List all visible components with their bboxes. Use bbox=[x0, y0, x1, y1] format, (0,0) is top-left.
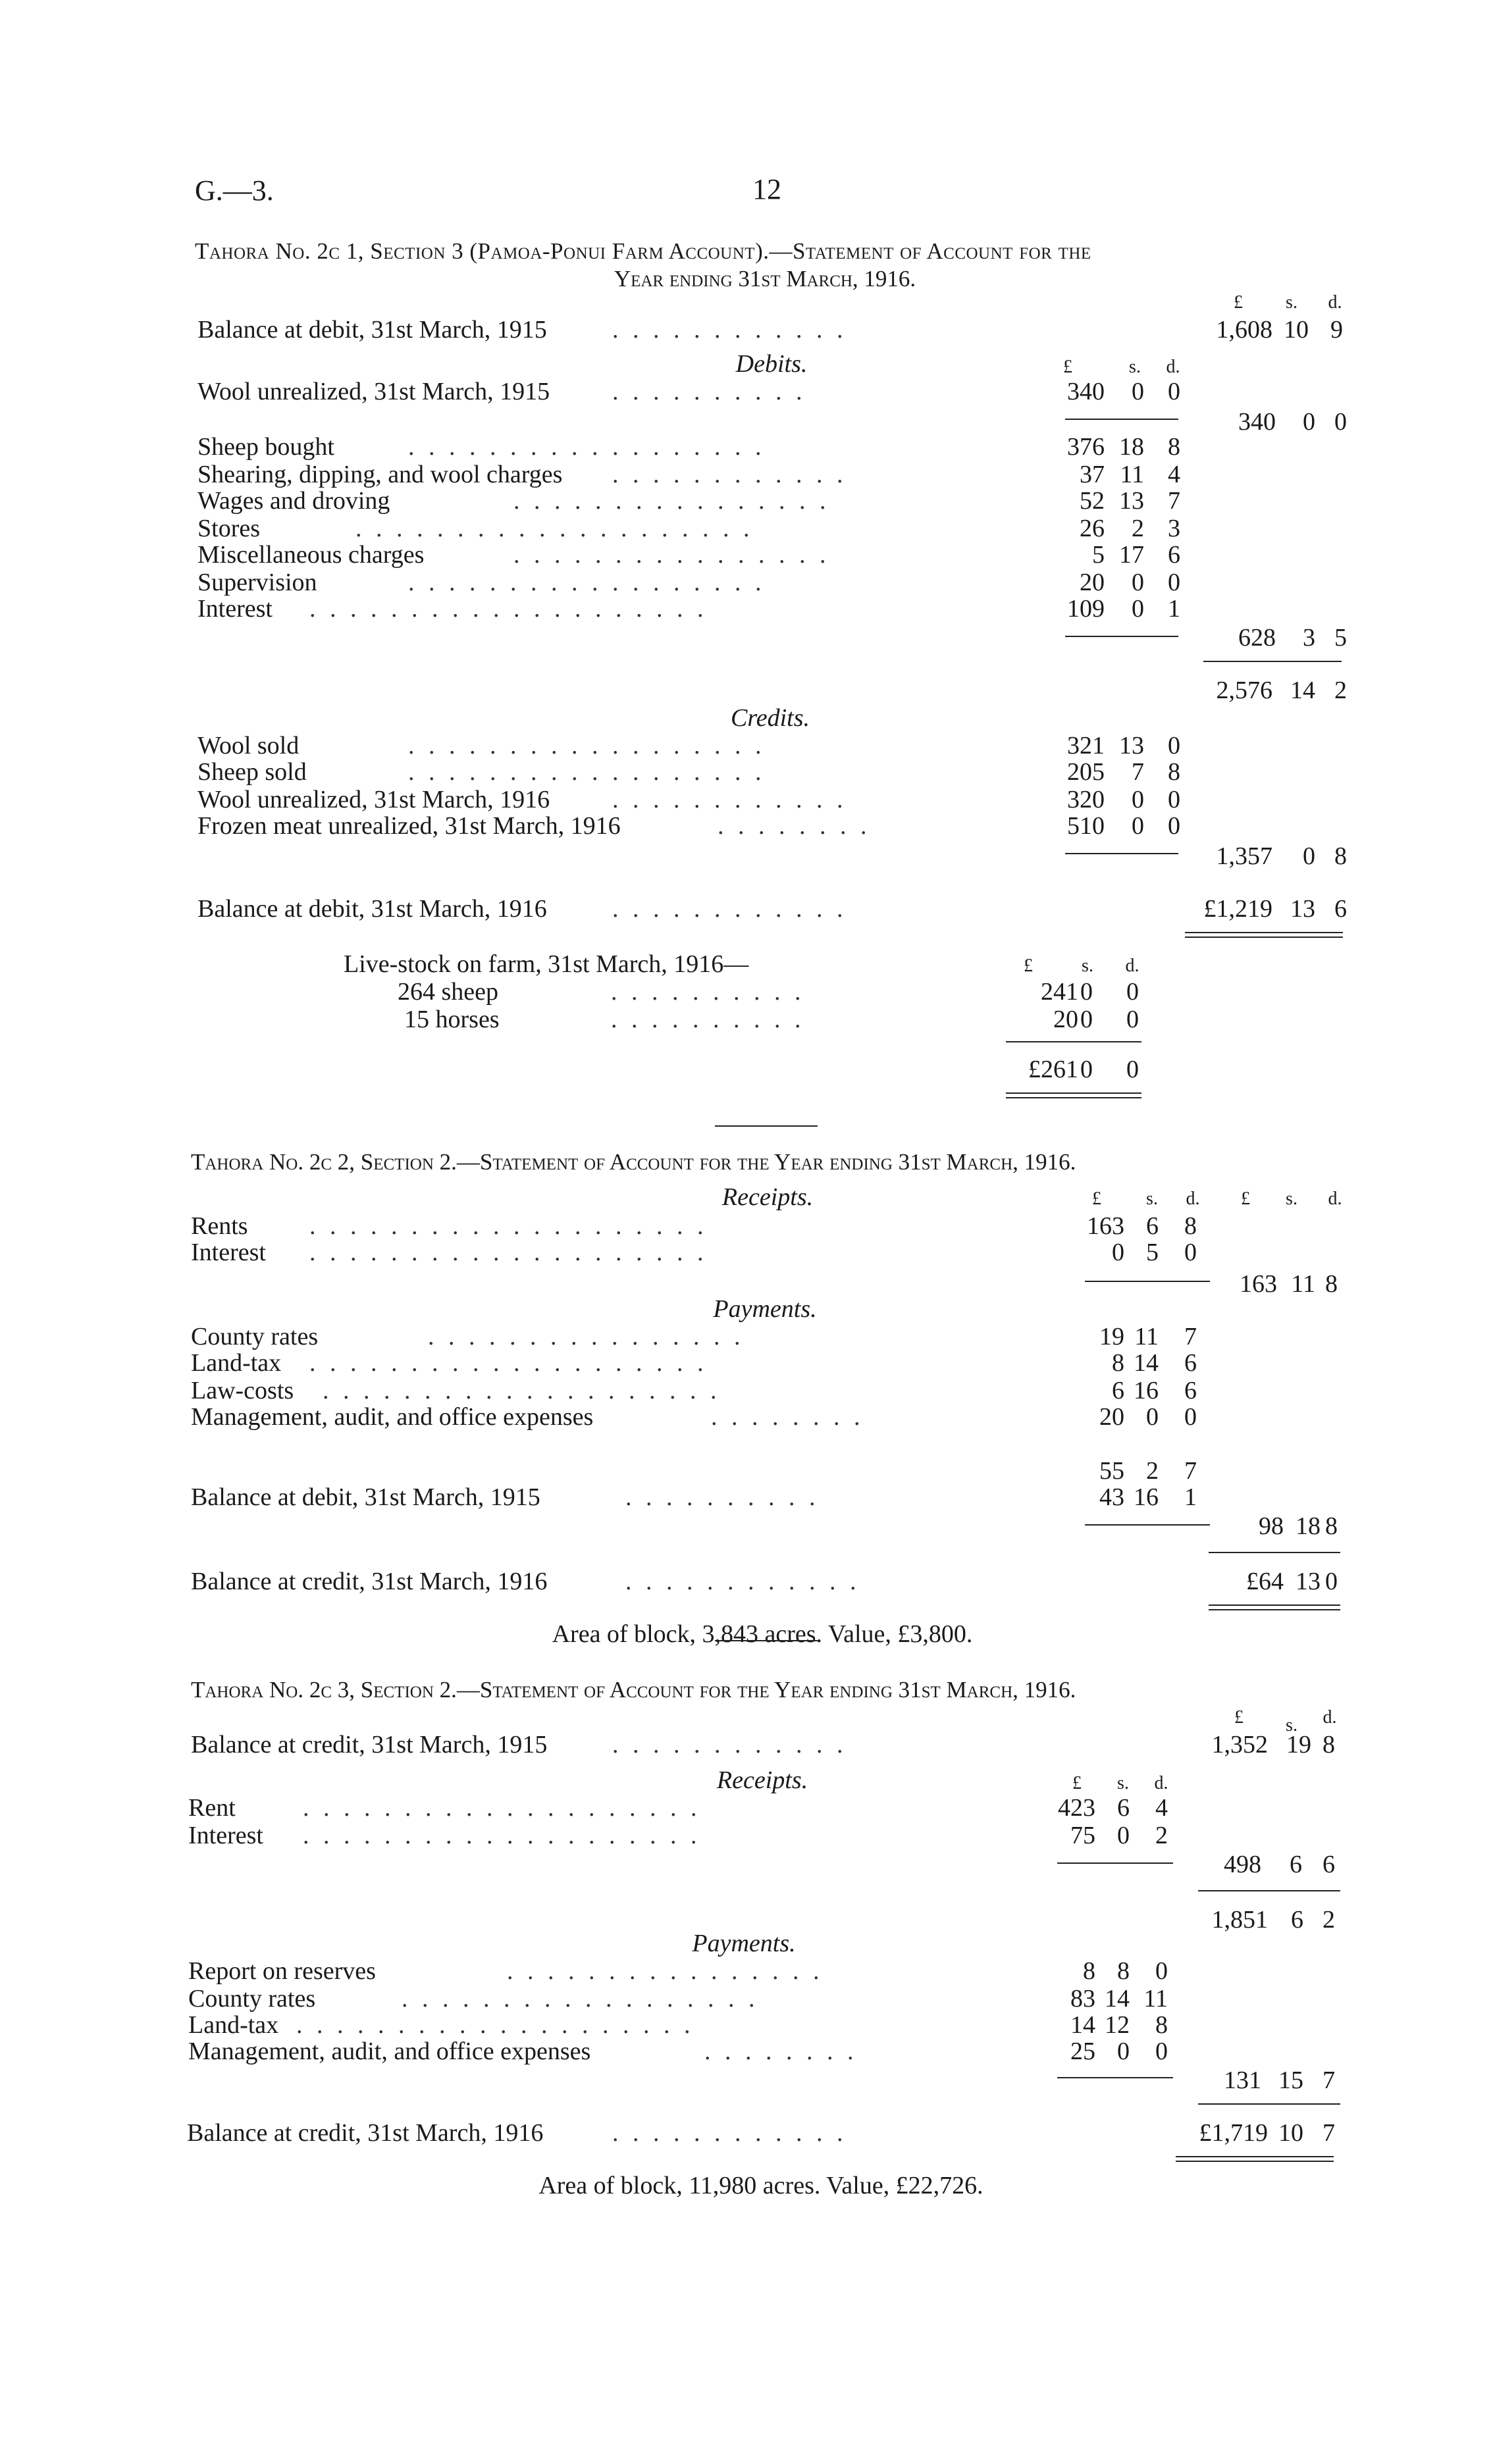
s1-debit-d: 3 bbox=[1168, 515, 1180, 542]
s1-livestock-cur-shilling: s. bbox=[1082, 956, 1093, 976]
s2-payment-label: Law-costs bbox=[191, 1377, 294, 1404]
s1-credit-dots: . . . . . . . . bbox=[718, 812, 871, 840]
s1-wool-unrealized-dots: . . . . . . . . . . bbox=[612, 378, 806, 405]
s1-debit-s: 18 bbox=[1119, 433, 1144, 461]
s1-debit-l: 26 bbox=[1080, 515, 1105, 542]
s1-livestock-label: 15 horses bbox=[404, 1006, 500, 1033]
s3-rule-receipts bbox=[1057, 1862, 1173, 1864]
s2-receipt-label: Rents bbox=[191, 1212, 248, 1240]
s1-wool-total-d: 0 bbox=[1334, 408, 1347, 436]
s3-payment-l: 8 bbox=[1083, 1957, 1095, 1985]
section-separator bbox=[715, 1125, 818, 1127]
s1-rule-wool bbox=[1065, 419, 1178, 420]
s1-credit-s: 13 bbox=[1119, 732, 1144, 759]
s1-credit-dots: . . . . . . . . . . . . . . . . . . bbox=[408, 758, 766, 786]
s1-opening-d: 9 bbox=[1330, 316, 1343, 344]
s1-credit-label: Wool sold bbox=[197, 732, 300, 759]
s2-payment-l: 8 bbox=[1112, 1349, 1124, 1377]
s1-credit-d: 0 bbox=[1168, 812, 1180, 840]
s1-gross-l: 2,576 bbox=[1216, 677, 1272, 704]
s2-payment-label: Land-tax bbox=[191, 1349, 282, 1377]
s3-gross-d: 2 bbox=[1323, 1906, 1335, 1934]
s1-debit-d: 4 bbox=[1168, 461, 1180, 488]
s3-payment-l: 83 bbox=[1070, 1985, 1095, 2013]
s3-payments-total-l: 131 bbox=[1224, 2066, 1261, 2094]
s1-debit-s: 13 bbox=[1119, 487, 1144, 515]
s2-payment-l: 20 bbox=[1099, 1403, 1124, 1431]
s1-credit-d: 0 bbox=[1168, 732, 1180, 759]
s2-receipt-dots: . . . . . . . . . . . . . . . . . . . . bbox=[309, 1239, 708, 1266]
s3-opening-s: 19 bbox=[1286, 1731, 1311, 1758]
s1-debit-l: 376 bbox=[1067, 433, 1105, 461]
s2-closing-l: £64 bbox=[1246, 1568, 1284, 1595]
s3-payment-label: Management, audit, and office expenses bbox=[188, 2038, 591, 2065]
s1-credit-s: 0 bbox=[1132, 812, 1144, 840]
s1-debit-dots: . . . . . . . . . . . . . . . . . . . . bbox=[309, 595, 708, 623]
s1-credit-label: Wool unrealized, 31st March, 1916 bbox=[197, 786, 550, 813]
s1-credits-total-l: 1,357 bbox=[1216, 842, 1272, 870]
s3-gross-s: 6 bbox=[1291, 1906, 1303, 1934]
s1-debit-label: Sheep bought bbox=[197, 433, 334, 461]
s1-livestock-s: 0 bbox=[1080, 978, 1093, 1006]
s3-payments-heading: Payments. bbox=[692, 1930, 796, 1957]
s1-closing-label: Balance at debit, 31st March, 1916 bbox=[197, 895, 547, 923]
s2-payment-s: 11 bbox=[1134, 1323, 1159, 1350]
s2-rule-closing bbox=[1209, 1552, 1340, 1553]
s1-closing-d: 6 bbox=[1334, 895, 1347, 923]
s1-debit-d: 6 bbox=[1168, 541, 1180, 569]
s1-double-rule bbox=[1185, 932, 1343, 938]
s1-credit-s: 7 bbox=[1132, 758, 1144, 786]
s1-credit-l: 321 bbox=[1067, 732, 1105, 759]
s1-debit-cur-shilling: s. bbox=[1129, 357, 1141, 377]
s1-wool-unrealized-label: Wool unrealized, 31st March, 1915 bbox=[197, 378, 550, 405]
s1-debit-s: 2 bbox=[1132, 515, 1144, 542]
s1-wool-unrealized-l: 340 bbox=[1067, 378, 1105, 405]
s1-debit-dots: . . . . . . . . . . . . . . . . . . . . bbox=[355, 515, 754, 542]
s3-payment-dots: . . . . . . . . . . . . . . . . bbox=[507, 1957, 824, 1985]
s1-debit-l: 109 bbox=[1067, 595, 1105, 623]
s1-credits-total-s: 0 bbox=[1303, 842, 1315, 870]
s3-opening-d: 8 bbox=[1323, 1731, 1335, 1758]
s2-cur-shilling: s. bbox=[1146, 1189, 1158, 1209]
s2-payment-s: 0 bbox=[1146, 1403, 1159, 1431]
s2-receipt-d: 0 bbox=[1184, 1239, 1197, 1266]
s1-debit-l: 5 bbox=[1092, 541, 1105, 569]
s3-payments-total-s: 15 bbox=[1278, 2066, 1303, 2094]
s1-livestock-cur-pence: d. bbox=[1125, 956, 1139, 976]
s2-payments-sub-s: 2 bbox=[1146, 1457, 1159, 1485]
page-reference: G.—3. bbox=[195, 174, 274, 207]
s1-debit-dots: . . . . . . . . . . . . . . . . bbox=[513, 487, 830, 515]
s1-debit-cur-pound: £ bbox=[1063, 357, 1072, 377]
s3-cur2-shilling: s. bbox=[1117, 1773, 1129, 1793]
s3-payment-label: Land-tax bbox=[188, 2011, 279, 2039]
s3-gross-l: 1,851 bbox=[1211, 1906, 1268, 1934]
s1-debit-l: 37 bbox=[1080, 461, 1105, 488]
s3-payment-dots: . . . . . . . . . . . . . . . . . . . . bbox=[296, 2011, 694, 2039]
s2-receipt-l: 0 bbox=[1112, 1239, 1124, 1266]
s1-cur-pound: £ bbox=[1234, 292, 1243, 313]
s2-payment-dots: . . . . . . . . . . . . . . . . bbox=[428, 1323, 745, 1350]
s1-livestock-double-rule bbox=[1006, 1092, 1141, 1098]
s3-payment-s: 8 bbox=[1117, 1957, 1130, 1985]
s1-livestock-dots: . . . . . . . . . . bbox=[611, 1006, 805, 1033]
s2-cur2-pence: d. bbox=[1328, 1189, 1342, 1209]
s2-receipt-label: Interest bbox=[191, 1239, 266, 1266]
s1-debit-s: 11 bbox=[1120, 461, 1144, 488]
s2-payment-label: Management, audit, and office expenses bbox=[191, 1403, 594, 1431]
s1-livestock-d: 0 bbox=[1126, 978, 1139, 1006]
s1-rule-debits bbox=[1065, 636, 1178, 637]
s1-opening-l: 1,608 bbox=[1216, 316, 1272, 344]
s1-cur-shilling: s. bbox=[1286, 292, 1297, 313]
s1-credit-l: 205 bbox=[1067, 758, 1105, 786]
s2-debit-1915-d: 1 bbox=[1184, 1483, 1197, 1511]
s1-credit-dots: . . . . . . . . . . . . . . . . . . bbox=[408, 732, 766, 759]
s2-payment-d: 0 bbox=[1184, 1403, 1197, 1431]
s2-payments-heading: Payments. bbox=[713, 1295, 817, 1323]
s1-livestock-l: 20 bbox=[1053, 1006, 1078, 1033]
s3-cur-pence: d. bbox=[1323, 1707, 1337, 1728]
s2-closing-dots: . . . . . . . . . . . . bbox=[625, 1568, 860, 1595]
s1-debits-total-l: 628 bbox=[1238, 624, 1276, 652]
s1-livestock-l: 241 bbox=[1041, 978, 1078, 1006]
s2-debit-1915-dots: . . . . . . . . . . bbox=[625, 1483, 820, 1511]
s1-livestock-heading: Live-stock on farm, 31st March, 1916— bbox=[344, 950, 749, 978]
s3-receipt-d: 2 bbox=[1155, 1822, 1168, 1849]
s1-livestock-total-d: 0 bbox=[1126, 1056, 1139, 1083]
s1-rule-gross bbox=[1203, 661, 1342, 662]
s3-payment-d: 11 bbox=[1143, 1985, 1168, 2013]
s3-payment-d: 8 bbox=[1155, 2011, 1168, 2039]
s2-payment-l: 6 bbox=[1112, 1377, 1124, 1404]
s1-wool-total-l: 340 bbox=[1238, 408, 1276, 436]
s3-receipts-total-d: 6 bbox=[1323, 1851, 1335, 1878]
s2-area: Area of block, 3,843 acres. Value, £3,800. bbox=[552, 1620, 973, 1648]
s2-receipt-s: 5 bbox=[1146, 1239, 1159, 1266]
s1-debit-label: Wages and droving bbox=[197, 487, 390, 515]
s1-title-line1: Tahora No. 2c 1, Section 3 (Pamoa-Ponui Farm Account).—Statement of Account for the bbox=[195, 238, 1091, 264]
s1-livestock-label: 264 sheep bbox=[398, 978, 499, 1006]
s2-payments-total-s: 18 bbox=[1296, 1512, 1321, 1540]
s2-closing-s: 13 bbox=[1296, 1568, 1321, 1595]
s2-cur-pound: £ bbox=[1092, 1189, 1101, 1209]
s3-cur2-pound: £ bbox=[1072, 1773, 1082, 1793]
s2-receipt-s: 6 bbox=[1146, 1212, 1159, 1240]
s1-debit-s: 17 bbox=[1119, 541, 1144, 569]
s1-credit-label: Sheep sold bbox=[197, 758, 307, 786]
s3-rule-closing bbox=[1198, 2103, 1340, 2105]
s2-title: Tahora No. 2c 2, Section 2.—Statement of Account for the Year ending 31st March, 1916. bbox=[191, 1149, 1076, 1175]
s3-receipt-dots: . . . . . . . . . . . . . . . . . . . . bbox=[303, 1794, 701, 1822]
s1-credit-d: 0 bbox=[1168, 786, 1180, 813]
s3-receipt-d: 4 bbox=[1155, 1794, 1168, 1822]
s1-rule-credits bbox=[1065, 853, 1178, 854]
s1-cur-pence: d. bbox=[1328, 292, 1342, 313]
s1-debit-cur-pence: d. bbox=[1166, 357, 1180, 377]
s2-double-rule bbox=[1209, 1604, 1340, 1610]
s3-payment-s: 12 bbox=[1105, 2011, 1130, 2039]
s2-payments-total-l: 98 bbox=[1259, 1512, 1284, 1540]
s2-closing-label: Balance at credit, 31st March, 1916 bbox=[191, 1568, 548, 1595]
s2-payments-total-d: 8 bbox=[1325, 1512, 1338, 1540]
s1-livestock-dots: . . . . . . . . . . bbox=[611, 978, 805, 1006]
s3-receipt-l: 75 bbox=[1070, 1822, 1095, 1849]
s1-livestock-cur-pound: £ bbox=[1024, 956, 1033, 976]
s1-livestock-total-s: 0 bbox=[1080, 1056, 1093, 1083]
s2-debit-1915-label: Balance at debit, 31st March, 1915 bbox=[191, 1483, 540, 1511]
s1-credit-l: 510 bbox=[1067, 812, 1105, 840]
s3-payment-label: Report on reserves bbox=[188, 1957, 376, 1985]
s3-cur-shilling: s. bbox=[1286, 1715, 1297, 1735]
s2-debit-1915-s: 16 bbox=[1134, 1483, 1159, 1511]
s1-livestock-rule bbox=[1006, 1041, 1141, 1042]
page-number: 12 bbox=[752, 173, 781, 205]
s3-payment-l: 14 bbox=[1070, 2011, 1095, 2039]
s2-receipt-d: 8 bbox=[1184, 1212, 1197, 1240]
s1-debits-heading: Debits. bbox=[735, 350, 808, 378]
s3-payment-d: 0 bbox=[1155, 1957, 1168, 1985]
s1-livestock-total-l: £261 bbox=[1028, 1056, 1078, 1083]
s3-closing-label: Balance at credit, 31st March, 1916 bbox=[187, 2119, 544, 2147]
s1-debit-label: Interest bbox=[197, 595, 273, 623]
s1-debit-l: 20 bbox=[1080, 569, 1105, 596]
s2-payment-d: 7 bbox=[1184, 1323, 1197, 1350]
s3-opening-l: 1,352 bbox=[1211, 1731, 1268, 1758]
s2-payment-d: 6 bbox=[1184, 1349, 1197, 1377]
s2-payment-d: 6 bbox=[1184, 1377, 1197, 1404]
s2-payment-s: 14 bbox=[1134, 1349, 1159, 1377]
s1-debit-s: 0 bbox=[1132, 569, 1144, 596]
s1-title-line2: Year ending 31st March, 1916. bbox=[614, 266, 916, 292]
s1-debit-label: Stores bbox=[197, 515, 260, 542]
s1-opening-label: Balance at debit, 31st March, 1915 bbox=[197, 316, 547, 344]
s2-rule-receipts bbox=[1085, 1281, 1210, 1282]
s3-payment-d: 0 bbox=[1155, 2038, 1168, 2065]
s2-debit-1915-l: 43 bbox=[1099, 1483, 1124, 1511]
s3-double-rule bbox=[1176, 2156, 1334, 2162]
s1-debits-total-s: 3 bbox=[1303, 624, 1315, 652]
s1-livestock-s: 0 bbox=[1080, 1006, 1093, 1033]
s1-closing-s: 13 bbox=[1290, 895, 1315, 923]
s1-debit-l: 52 bbox=[1080, 487, 1105, 515]
s2-payment-dots: . . . . . . . . . . . . . . . . . . . . bbox=[309, 1349, 708, 1377]
s3-closing-l: £1,719 bbox=[1199, 2119, 1268, 2147]
s1-debit-d: 0 bbox=[1168, 569, 1180, 596]
s3-receipts-total-s: 6 bbox=[1290, 1851, 1302, 1878]
s1-debit-label: Supervision bbox=[197, 569, 317, 596]
s3-receipt-dots: . . . . . . . . . . . . . . . . . . . . bbox=[303, 1822, 701, 1849]
s2-cur-pence: d. bbox=[1186, 1189, 1200, 1209]
s3-payment-dots: . . . . . . . . bbox=[704, 2038, 858, 2065]
s2-rule-payments bbox=[1085, 1524, 1210, 1526]
section-separator bbox=[715, 1640, 818, 1641]
s3-receipts-total-l: 498 bbox=[1224, 1851, 1261, 1878]
s3-cur2-pence: d. bbox=[1154, 1773, 1168, 1793]
s1-debit-label: Miscellaneous charges bbox=[197, 541, 425, 569]
s1-debit-s: 0 bbox=[1132, 595, 1144, 623]
s3-receipt-s: 0 bbox=[1117, 1822, 1130, 1849]
s1-debit-d: 1 bbox=[1168, 595, 1180, 623]
s3-receipts-heading: Receipts. bbox=[716, 1766, 808, 1794]
s3-opening-label: Balance at credit, 31st March, 1915 bbox=[191, 1731, 548, 1758]
s3-payments-total-d: 7 bbox=[1323, 2066, 1335, 2094]
s2-receipts-total-s: 11 bbox=[1291, 1270, 1315, 1298]
s2-closing-d: 0 bbox=[1325, 1568, 1338, 1595]
s1-debit-dots: . . . . . . . . . . . . . . . . . . bbox=[408, 569, 766, 596]
s3-rule-payments bbox=[1057, 2077, 1173, 2078]
s2-receipts-total-l: 163 bbox=[1240, 1270, 1277, 1298]
s3-payment-s: 0 bbox=[1117, 2038, 1130, 2065]
s1-debit-dots: . . . . . . . . . . . . bbox=[612, 461, 847, 488]
s2-payment-label: County rates bbox=[191, 1323, 319, 1350]
s2-receipts-total-d: 8 bbox=[1325, 1270, 1338, 1298]
s1-opening-dots: . . . . . . . . . . . . bbox=[612, 316, 847, 344]
s3-payment-label: County rates bbox=[188, 1985, 316, 2013]
s2-payment-dots: . . . . . . . . bbox=[711, 1403, 864, 1431]
s2-receipts-heading: Receipts. bbox=[721, 1183, 814, 1211]
s2-payments-sub-l: 55 bbox=[1099, 1457, 1124, 1485]
s3-cur-pound: £ bbox=[1234, 1707, 1244, 1728]
s2-payment-s: 16 bbox=[1134, 1377, 1159, 1404]
s1-credit-s: 0 bbox=[1132, 786, 1144, 813]
s3-receipt-s: 6 bbox=[1117, 1794, 1130, 1822]
s1-credit-l: 320 bbox=[1067, 786, 1105, 813]
s3-payment-s: 14 bbox=[1105, 1985, 1130, 2013]
s3-opening-dots: . . . . . . . . . . . . bbox=[612, 1731, 847, 1758]
s3-area: Area of block, 11,980 acres. Value, £22,726. bbox=[538, 2172, 983, 2199]
s3-payment-dots: . . . . . . . . . . . . . . . . . . bbox=[402, 1985, 759, 2013]
s3-closing-s: 10 bbox=[1278, 2119, 1303, 2147]
s3-rule-gross bbox=[1198, 1890, 1340, 1891]
s1-credits-heading: Credits. bbox=[731, 704, 810, 732]
s3-receipt-l: 423 bbox=[1058, 1794, 1095, 1822]
s1-gross-d: 2 bbox=[1334, 677, 1347, 704]
s1-opening-s: 10 bbox=[1284, 316, 1309, 344]
s1-debit-label: Shearing, dipping, and wool charges bbox=[197, 461, 563, 488]
s1-credit-d: 8 bbox=[1168, 758, 1180, 786]
s1-wool-total-s: 0 bbox=[1303, 408, 1315, 436]
s2-payment-dots: . . . . . . . . . . . . . . . . . . . . bbox=[323, 1377, 721, 1404]
s2-receipt-dots: . . . . . . . . . . . . . . . . . . . . bbox=[309, 1212, 708, 1240]
s2-payments-sub-d: 7 bbox=[1184, 1457, 1197, 1485]
s3-receipt-label: Interest bbox=[188, 1822, 263, 1849]
s1-wool-unrealized-s: 0 bbox=[1132, 378, 1144, 405]
s2-payment-l: 19 bbox=[1099, 1323, 1124, 1350]
s1-debit-dots: . . . . . . . . . . . . . . . . . . bbox=[408, 433, 766, 461]
s3-receipt-label: Rent bbox=[188, 1794, 236, 1822]
s1-credit-label: Frozen meat unrealized, 31st March, 1916 bbox=[197, 812, 621, 840]
s1-wool-unrealized-d: 0 bbox=[1168, 378, 1180, 405]
s1-credit-dots: . . . . . . . . . . . . bbox=[612, 786, 847, 813]
s1-livestock-d: 0 bbox=[1126, 1006, 1139, 1033]
s2-receipt-l: 163 bbox=[1087, 1212, 1124, 1240]
s3-payment-l: 25 bbox=[1070, 2038, 1095, 2065]
s2-cur2-shilling: s. bbox=[1286, 1189, 1297, 1209]
s2-cur2-pound: £ bbox=[1241, 1189, 1250, 1209]
s3-closing-dots: . . . . . . . . . . . . bbox=[612, 2119, 847, 2147]
s1-debit-d: 7 bbox=[1168, 487, 1180, 515]
s3-closing-d: 7 bbox=[1323, 2119, 1335, 2147]
s3-title: Tahora No. 2c 3, Section 2.—Statement of Account for the Year ending 31st March, 1916. bbox=[191, 1677, 1076, 1703]
s1-debit-d: 8 bbox=[1168, 433, 1180, 461]
s1-closing-dots: . . . . . . . . . . . . bbox=[612, 895, 847, 923]
s1-credits-total-d: 8 bbox=[1334, 842, 1347, 870]
s1-debits-total-d: 5 bbox=[1334, 624, 1347, 652]
s1-debit-dots: . . . . . . . . . . . . . . . . bbox=[513, 541, 830, 569]
s1-closing-l: £1,219 bbox=[1203, 895, 1272, 923]
s1-gross-s: 14 bbox=[1290, 677, 1315, 704]
